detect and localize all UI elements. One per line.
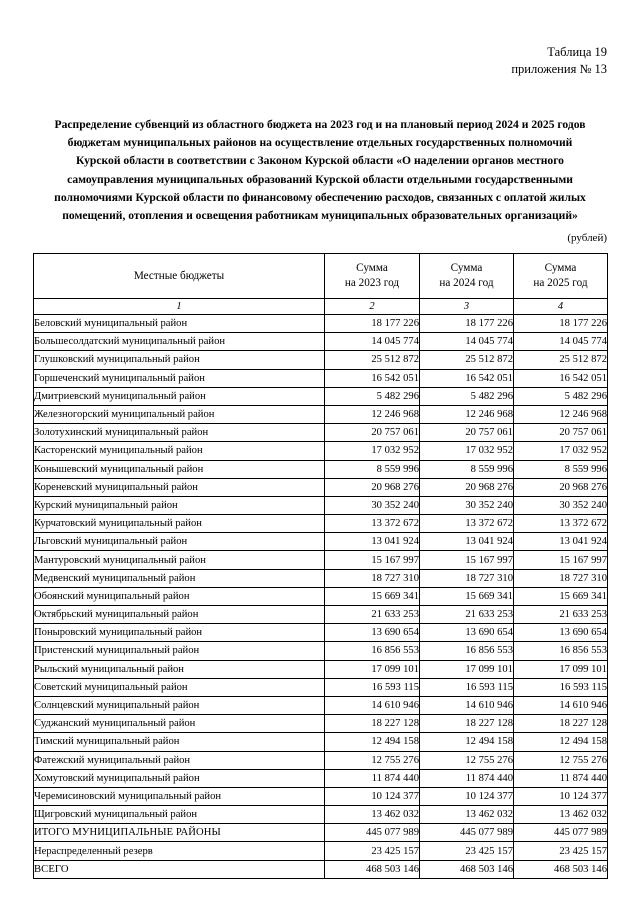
cell-amount-y2025: 445 077 989 [514, 824, 608, 842]
cell-municipality-name: Октябрьский муниципальный район [34, 606, 325, 624]
cell-amount-y2025: 13 041 924 [514, 533, 608, 551]
cell-amount-y2024: 15 167 997 [420, 551, 514, 569]
cell-amount-y2024: 20 757 061 [420, 424, 514, 442]
cell-amount-y2025: 468 503 146 [514, 860, 608, 878]
table-row [34, 460, 608, 478]
cell-amount-y2024: 17 099 101 [420, 660, 514, 678]
cell-amount-y2024: 445 077 989 [420, 824, 514, 842]
cell-amount-y2025: 18 227 128 [514, 715, 608, 733]
cell-amount-y2023: 15 669 341 [325, 587, 420, 605]
column-header-y2023-line1: Сумма [356, 262, 388, 274]
cell-amount-y2023: 13 041 924 [325, 533, 420, 551]
cell-municipality-name: Фатежский муниципальный район [34, 751, 325, 769]
cell-municipality-name: Кореневский муниципальный район [34, 478, 325, 496]
cell-municipality-name: Золотухинский муниципальный район [34, 424, 325, 442]
cell-amount-y2025: 14 610 946 [514, 696, 608, 714]
cell-amount-y2023: 13 690 654 [325, 624, 420, 642]
table-header-row [34, 254, 608, 299]
cell-amount-y2023: 18 177 226 [325, 315, 420, 333]
cell-municipality-name: Беловский муниципальный район [34, 315, 325, 333]
cell-amount-y2025: 18 177 226 [514, 315, 608, 333]
cell-amount-y2024: 14 045 774 [420, 333, 514, 351]
cell-amount-y2025: 16 593 115 [514, 678, 608, 696]
cell-amount-y2024: 11 874 440 [420, 769, 514, 787]
table-row [34, 351, 608, 369]
cell-amount-y2023: 18 727 310 [325, 569, 420, 587]
cell-amount-y2023: 5 482 296 [325, 387, 420, 405]
cell-amount-y2025: 14 045 774 [514, 333, 608, 351]
cell-amount-y2024: 12 494 158 [420, 733, 514, 751]
cell-amount-y2025: 20 757 061 [514, 424, 608, 442]
cell-amount-y2024: 16 856 553 [420, 642, 514, 660]
cell-amount-y2023: 16 856 553 [325, 642, 420, 660]
cell-municipality-name: Рыльский муниципальный район [34, 660, 325, 678]
document-reference-line1: Таблица 19 [547, 45, 607, 59]
column-header-y2024-line1: Сумма [450, 262, 483, 274]
cell-municipality-name: Суджанский муниципальный район [34, 715, 325, 733]
cell-amount-y2024: 20 968 276 [420, 478, 514, 496]
table-row [34, 442, 608, 460]
cell-amount-y2023: 21 633 253 [325, 606, 420, 624]
cell-amount-y2023: 20 757 061 [325, 424, 420, 442]
table-row [34, 551, 608, 569]
table-row [34, 787, 608, 805]
cell-amount-y2024: 18 227 128 [420, 715, 514, 733]
units-note: (рублей) [567, 232, 607, 244]
cell-municipality-name: Советский муниципальный район [34, 678, 325, 696]
cell-municipality-name: Обоянский муниципальный район [34, 587, 325, 605]
cell-amount-y2023: 20 968 276 [325, 478, 420, 496]
table-row [34, 369, 608, 387]
cell-municipality-name: Конышевский муниципальный район [34, 460, 325, 478]
column-header-y2024 [420, 254, 514, 299]
column-header-y2025-line1: Сумма [544, 262, 577, 274]
cell-amount-y2023: 23 425 157 [325, 842, 420, 860]
column-header-y2023-line2: на 2023 год [344, 277, 400, 289]
cell-amount-y2023: 17 032 952 [325, 442, 420, 460]
cell-amount-y2025: 16 542 051 [514, 369, 608, 387]
table-row [34, 660, 608, 678]
table-body [34, 315, 608, 879]
cell-amount-y2024: 25 512 872 [420, 351, 514, 369]
cell-amount-y2024: 17 032 952 [420, 442, 514, 460]
cell-amount-y2024: 13 690 654 [420, 624, 514, 642]
cell-amount-y2025: 30 352 240 [514, 496, 608, 514]
cell-amount-y2025: 12 494 158 [514, 733, 608, 751]
table-row [34, 769, 608, 787]
cell-municipality-name: Касторенский муниципальный район [34, 442, 325, 460]
cell-amount-y2023: 18 227 128 [325, 715, 420, 733]
cell-amount-y2025: 13 690 654 [514, 624, 608, 642]
cell-amount-y2024: 21 633 253 [420, 606, 514, 624]
cell-amount-y2025: 13 372 672 [514, 515, 608, 533]
cell-amount-y2025: 13 462 032 [514, 806, 608, 824]
cell-amount-y2025: 8 559 996 [514, 460, 608, 478]
table-header [34, 254, 608, 315]
cell-amount-y2024: 8 559 996 [420, 460, 514, 478]
cell-amount-y2024: 14 610 946 [420, 696, 514, 714]
cell-amount-y2024: 15 669 341 [420, 587, 514, 605]
cell-amount-y2024: 12 755 276 [420, 751, 514, 769]
cell-amount-y2025: 5 482 296 [514, 387, 608, 405]
table-total-row [34, 860, 608, 878]
cell-amount-y2024: 5 482 296 [420, 387, 514, 405]
cell-amount-y2023: 10 124 377 [325, 787, 420, 805]
table-row [34, 642, 608, 660]
cell-amount-y2025: 15 167 997 [514, 551, 608, 569]
cell-amount-y2025: 23 425 157 [514, 842, 608, 860]
column-header-y2025 [514, 254, 608, 299]
cell-municipality-name: Пристенский муниципальный район [34, 642, 325, 660]
cell-amount-y2024: 13 372 672 [420, 515, 514, 533]
cell-municipality-name: Поныровский муниципальный район [34, 624, 325, 642]
cell-municipality-name: Нераспределенный резерв [34, 842, 325, 860]
cell-municipality-name: Дмитриевский муниципальный район [34, 387, 325, 405]
cell-amount-y2025: 17 032 952 [514, 442, 608, 460]
cell-amount-y2024: 18 727 310 [420, 569, 514, 587]
budget-table [33, 253, 608, 879]
cell-municipality-name: Тимский муниципальный район [34, 733, 325, 751]
table-row [34, 751, 608, 769]
cell-amount-y2023: 8 559 996 [325, 460, 420, 478]
table-row [34, 806, 608, 824]
cell-municipality-name: Хомутовский муниципальный район [34, 769, 325, 787]
table-row [34, 496, 608, 514]
cell-amount-y2024: 13 462 032 [420, 806, 514, 824]
cell-amount-y2023: 14 610 946 [325, 696, 420, 714]
cell-municipality-name: Мантуровский муниципальный район [34, 551, 325, 569]
table-row [34, 842, 608, 860]
column-header-y2024-line2: на 2024 год [439, 277, 494, 289]
cell-amount-y2023: 15 167 997 [325, 551, 420, 569]
table-row [34, 315, 608, 333]
cell-municipality-name: Медвенский муниципальный район [34, 569, 325, 587]
cell-amount-y2023: 445 077 989 [325, 824, 420, 842]
cell-municipality-name: Глушковский муниципальный район [34, 351, 325, 369]
cell-municipality-name: Черемисиновский муниципальный район [34, 787, 325, 805]
column-number-4: 4 [514, 299, 608, 315]
cell-amount-y2023: 12 494 158 [325, 733, 420, 751]
cell-amount-y2023: 25 512 872 [325, 351, 420, 369]
cell-amount-y2025: 16 856 553 [514, 642, 608, 660]
cell-amount-y2023: 17 099 101 [325, 660, 420, 678]
cell-municipality-name: Солнцевский муниципальный район [34, 696, 325, 714]
cell-amount-y2025: 15 669 341 [514, 587, 608, 605]
document-reference-line2: приложения № 13 [511, 62, 607, 76]
column-number-2: 2 [325, 299, 420, 315]
table-row [34, 678, 608, 696]
cell-amount-y2024: 13 041 924 [420, 533, 514, 551]
cell-amount-y2023: 30 352 240 [325, 496, 420, 514]
cell-municipality-name: Льговский муниципальный район [34, 533, 325, 551]
cell-amount-y2023: 12 246 968 [325, 405, 420, 423]
cell-amount-y2024: 30 352 240 [420, 496, 514, 514]
cell-municipality-name: ИТОГО МУНИЦИПАЛЬНЫЕ РАЙОНЫ [34, 824, 325, 842]
table-row [34, 405, 608, 423]
cell-municipality-name: Горшеченский муниципальный район [34, 369, 325, 387]
cell-amount-y2023: 16 593 115 [325, 678, 420, 696]
cell-amount-y2025: 12 246 968 [514, 405, 608, 423]
cell-municipality-name: Большесолдатский муниципальный район [34, 333, 325, 351]
cell-amount-y2025: 20 968 276 [514, 478, 608, 496]
cell-amount-y2023: 16 542 051 [325, 369, 420, 387]
table-row [34, 606, 608, 624]
cell-amount-y2023: 468 503 146 [325, 860, 420, 878]
page-title: Распределение субвенций из областного бюджета на 2023 год и на плановый период 2024 и 2025 годов бюджетам муниципальных районов на осуществление отдельных государственных полномочий Курской области в соответствии с Законом Курской области «О наделении органов местного самоуправления муниципальных образований Курской области отдельными государственными полномочиями Курской области по финансовому обеспечению расходов, связанных с оплатой жилых помещений, отопления и освещения работникам муниципальных образовательных организаций» [54, 118, 586, 223]
column-header-y2025-line2: на 2025 год [533, 277, 588, 289]
table-total-row [34, 824, 608, 842]
cell-amount-y2023: 13 462 032 [325, 806, 420, 824]
table-row [34, 733, 608, 751]
cell-municipality-name: ВСЕГО [34, 860, 325, 878]
table-row [34, 569, 608, 587]
table-row [34, 696, 608, 714]
cell-amount-y2023: 13 372 672 [325, 515, 420, 533]
table-row [34, 387, 608, 405]
table-row [34, 533, 608, 551]
column-number-3: 3 [420, 299, 514, 315]
table-row [34, 715, 608, 733]
cell-amount-y2025: 11 874 440 [514, 769, 608, 787]
cell-amount-y2025: 25 512 872 [514, 351, 608, 369]
document-reference [511, 44, 607, 78]
cell-amount-y2025: 18 727 310 [514, 569, 608, 587]
cell-amount-y2024: 468 503 146 [420, 860, 514, 878]
table-row [34, 624, 608, 642]
budget-table-container [33, 253, 607, 879]
column-number-1: 1 [34, 299, 325, 315]
cell-amount-y2023: 14 045 774 [325, 333, 420, 351]
cell-amount-y2024: 16 542 051 [420, 369, 514, 387]
cell-municipality-name: Курчатовский муниципальный район [34, 515, 325, 533]
table-row [34, 478, 608, 496]
cell-amount-y2023: 12 755 276 [325, 751, 420, 769]
table-row [34, 333, 608, 351]
table-row [34, 424, 608, 442]
column-header-name: Местные бюджеты [34, 254, 325, 299]
cell-amount-y2024: 18 177 226 [420, 315, 514, 333]
cell-municipality-name: Щигровский муниципальный район [34, 806, 325, 824]
cell-amount-y2025: 12 755 276 [514, 751, 608, 769]
cell-amount-y2023: 11 874 440 [325, 769, 420, 787]
cell-amount-y2025: 21 633 253 [514, 606, 608, 624]
cell-municipality-name: Курский муниципальный район [34, 496, 325, 514]
column-header-y2023 [325, 254, 420, 299]
cell-amount-y2024: 12 246 968 [420, 405, 514, 423]
column-number-row [34, 299, 608, 315]
cell-municipality-name: Железногорский муниципальный район [34, 405, 325, 423]
cell-amount-y2024: 10 124 377 [420, 787, 514, 805]
table-row [34, 515, 608, 533]
cell-amount-y2025: 17 099 101 [514, 660, 608, 678]
cell-amount-y2024: 16 593 115 [420, 678, 514, 696]
table-row [34, 587, 608, 605]
cell-amount-y2025: 10 124 377 [514, 787, 608, 805]
cell-amount-y2024: 23 425 157 [420, 842, 514, 860]
